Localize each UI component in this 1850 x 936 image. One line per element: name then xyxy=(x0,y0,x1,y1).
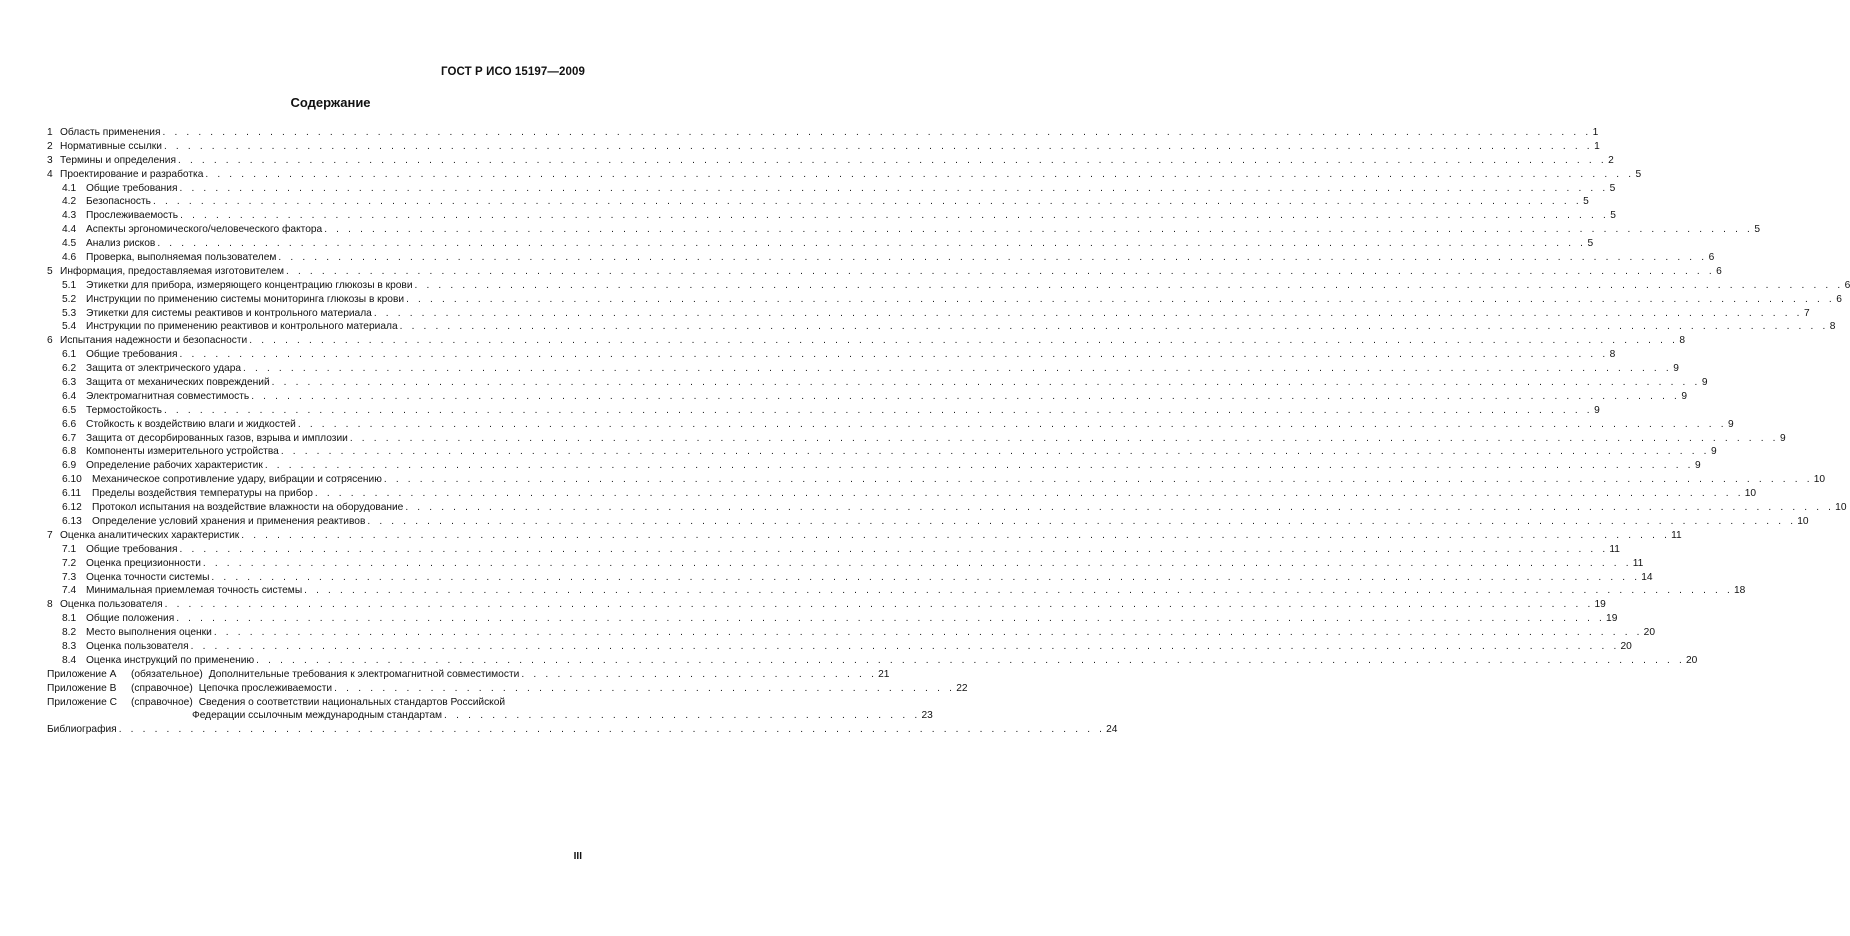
toc-entry[interactable] xyxy=(47,390,1688,404)
toc-entries xyxy=(47,126,1850,668)
toc-entry-number: 8.2 xyxy=(62,627,77,639)
toc-entry-number: 7.4 xyxy=(62,585,77,597)
toc-entry-title: Общие требования xyxy=(86,182,178,194)
toc-entry-number: 4.1 xyxy=(62,182,77,194)
toc-entry-number: 2 xyxy=(47,140,53,152)
toc-entry[interactable] xyxy=(47,626,1655,640)
toc-entry-title: Общие требования xyxy=(86,543,178,555)
toc-entry-title: Безопасность xyxy=(86,196,151,208)
page-number: 18 xyxy=(1733,585,1746,597)
page-number: 7 xyxy=(1803,307,1810,319)
dot-leader: . . . . . . . . . . . . . . . . . . . . . . . . . . . . . . . . . . . . . . . . . . . . . . . . . . . . . . . . . . . . . . . . . . . . . . . . . . . . . . . . . . . . . . . . . . . . . . . . . . . . . . . . . . . . . . . . . . . . . . . . xyxy=(177,154,1607,166)
toc-entry[interactable] xyxy=(47,487,1757,501)
dot-leader: . . . . . . . . . . . . . . . . . . . . . . . . . . . . . . . . . . . . . . . . . . . . . . . . . . . . . . . . . . . . . . . . . . . . . . . . . . . . . . . . . . . . . . . . . . . . . . . . . . . . . . . . . . . . . . . . . . . . . . . . xyxy=(280,446,1710,458)
toc-entry-number: 6.2 xyxy=(62,363,77,375)
toc-entry-number: 6.4 xyxy=(62,390,77,402)
toc-entry-title: Проверка, выполняемая пользователем xyxy=(86,252,277,264)
toc-entry-title: Анализ рисков xyxy=(86,238,156,250)
table-of-contents xyxy=(47,126,1850,737)
dot-leader: . . . . . . . . . . . . . . . . . . . . . . . . . . . . . . . . . . . . . . . . . . . . . . . . . . . . . . . . . . . . . . . . . . . . . . . . . . . . . . . . . . . . . . . . . . . . . . . . . . . . . . . . . . . . . . . . . . . . . . . . xyxy=(164,599,1594,611)
toc-entry[interactable] xyxy=(47,265,1722,279)
page-number: 11 xyxy=(1632,557,1644,569)
page-number: 14 xyxy=(1641,571,1653,583)
page-number: 19 xyxy=(1594,599,1606,611)
toc-entry[interactable] xyxy=(47,612,1618,626)
toc-entry-title: Оценка прецизионности xyxy=(86,557,201,569)
appendix-a[interactable] xyxy=(47,668,890,682)
toc-entry-title: Оценка пользователя xyxy=(86,640,189,652)
toc-entry[interactable] xyxy=(47,154,1614,168)
appendix-title: Сведения о соответствии национальных стандартов Российской xyxy=(198,696,506,708)
dot-leader: . . . . . . . . . . . . . . . . . . . . . . . . . . . . . . . . . . . . . . . . . . . . . . . . . . . . . . . . . . . . . . . . . . . . . . . . . . . . . . . . . . . . . . . . . . . . . . . . . . . . . . . . . . . . . . . . . . . . . . . . xyxy=(286,265,1715,277)
dot-leader: . . . . . . . . . . . . . . . . . . . . . . . . . . . . . . . . . . . . . . . . . . . . . . . . . . . . . . . . . . . . . . . . . . . . . . . . . . . . . . . . . . . . . . . . . . . . . . . . . . . . . . . . . . . . . . . . . . . . . . . . xyxy=(264,460,1694,472)
toc-entry[interactable] xyxy=(47,126,1599,140)
toc-entry-title: Оценка точности системы xyxy=(86,571,210,583)
toc-entry[interactable] xyxy=(47,418,1734,432)
toc-entry-title: Определение рабочих характеристик xyxy=(86,460,263,472)
appendix-title: Цепочка прослеживаемости xyxy=(198,682,333,694)
toc-entry-title: Оценка пользователя xyxy=(60,599,163,611)
toc-entry-title: Область применения xyxy=(60,127,161,138)
dot-leader: . . . . . . . . . . . . . . . . . . . . . . . . . . . . . . . . . . . . . . . . . . . . . . . . . . . . . . . . . . . . . . . . . . . . . . . . . . . . . . . . . . . . . . . . . . . . . . . . . . . . . . . . . . . . . . . . . . . . . . . . xyxy=(180,210,1609,222)
toc-entry[interactable] xyxy=(47,376,1708,390)
toc-entry-title: Защита от механических повреждений xyxy=(86,377,270,389)
toc-entry-number: 5.3 xyxy=(62,307,77,319)
dot-leader: . . . . . . . . . . . . . . . . . . . . . . . . . . . . . . . . . . . . . . . . . . . . . . . . . . . . . . . . . . . . . . . . . . . . . . . . . . . . . . . . . . . . . . . . . . . . . . . . . . . . . . . . . . . . . . . . . . . . . . . . xyxy=(162,127,1592,138)
toc-entry[interactable] xyxy=(47,584,1746,598)
dot-leader: . . . . . . . . . . . . . . . . . . . . . . . . . . . . . . . . . . . . . . . . . . . . . . . . . . . . . . . . . . . . . . . . . . . . . . . . . . . . . . . . . . . . . . . . . . . . . . . . . . . . . . . . . . . . . . . . . . . . . . . . xyxy=(373,307,1803,319)
toc-entry-number: 7 xyxy=(47,529,53,541)
dot-leader: . . . . . . . . . . . . . . . . . . . . . . . . . . . . . . . . . . . . . . . . . . . . . . . . . . . . . . . . . . . . . . . . . . . . . . . . . . . . . . . . . . . . . . . . . . . . . . . . . . . . . . . . . . . . . . . . . . . . . . . . xyxy=(349,432,1779,444)
page-number: 8 xyxy=(1609,349,1616,361)
dot-leader: . . . . . . . . . . . . . . . . . . . . . . . . . . . . . . . . . . . . . . . . . . . . . . . . . . . . . . . . . . . . . . . . . . . . . . . . . . . . . . . . . . . . . . . . . . . . . . . . . . . . . . . . . . . . . . . . . . . . . . . . xyxy=(153,196,1582,208)
toc-entry-title: Пределы воздействия температуры на прибор xyxy=(92,488,313,500)
dot-leader: . . . . . . . . . . . . . . . . . . . . . . . . . . . . . . . . . . . . . . . . . . . . . . . . . . . . . . . . . . . . . . . . . . . . . . . . . . . . . . . . . . . . . . . . . . . . . . . . . . . . . . . . . . . . . . . . . . . . . . . . xyxy=(163,404,1593,416)
dot-leader: . . . . . . . . . . . . . . . . . . . . . . . . . . . . . . . . . . . . . . . . . . . . . . . . . . . . . . . . . . . . . . . . . . . . . . . . . . . . . . . . . . . . . . . . . . . . . . . . . . . . . . . . . . . . . . . . . . . . . . . . xyxy=(304,585,1733,597)
toc-entry[interactable] xyxy=(47,432,1786,446)
toc-entry-title: Электромагнитная совместимость xyxy=(86,390,250,402)
toc-entry[interactable] xyxy=(47,334,1686,348)
toc-entry[interactable] xyxy=(47,223,1761,237)
page-number: 10 xyxy=(1835,502,1847,514)
page-number: 5 xyxy=(1635,168,1642,180)
dot-leader: . . . . . . . . . . . . . . . . . . . . . . . . . . . . . . . . . . . . . . . . . . . . . . . . . . . . . . . . . . . . . . . . . . . . . . . . . . . . . . . . . . . . . . . . . . . . . . . . . . . . . . . . . . . . . . . . . . . . . . . . xyxy=(241,529,1671,541)
page-number: 9 xyxy=(1594,404,1600,416)
toc-entry[interactable] xyxy=(47,445,1717,459)
toc-entry[interactable] xyxy=(47,279,1850,293)
dot-leader: . . . . . . . . . . . . . . . . . . . . . . . . . . . . . . . . . . . . . . . . . . . . . . . . . . . . . . . . . . . . . . . . . . . . . . . . . . . . . . . . . . . . . . . . . . . . . . . . . . . . . . . . . . . . . . . . . . . . . . . . xyxy=(399,321,1829,333)
dot-leader: . . . . . . . . . . . . . . . . . . . . . . . . . . . . . . . . . . . . . . . . . . . . . . . . . . . . . . . . . . . . . . . . . . . . . . . . . . . . . . . . . . . . . . . . . . . . . . . . . . . . . . . . . . . . . . . . . . . . . . . . xyxy=(367,515,1797,527)
toc-entry-number: 6.10 xyxy=(62,474,82,486)
dot-leader: . . . . . . . . . . . . . . . . . . . . . . . . . . . . . . . . . . . . . . . . . . . . . . . . . . . . . . . . . . . . . . . . . . . . . . . . . . . . . . . . . . . . . . . . . . . . . . . . . . . . . . . . . . . . . . . . . . . . . . . . xyxy=(249,335,1679,347)
page-number: 9 xyxy=(1728,418,1734,430)
footer-page-number: III xyxy=(573,851,582,862)
toc-entry-number: 8.4 xyxy=(62,654,77,666)
appendix-label: Приложение А xyxy=(47,668,117,680)
toc-entry-number: 6.12 xyxy=(62,502,82,514)
page-number: 5 xyxy=(1610,210,1616,222)
dot-leader: . . . . . . . . . . . . . . . . . . . . . . . . . . . . . . . . . . . . . . . . . . . . . . . . . . . . . . . . . . . . . . . . . . . . . . . . . . . . . . . . . . . . . . . . . . . . . . . . . . . . . . . . . . . . . . . . . . . . . . . . xyxy=(211,571,1641,583)
toc-entry-number: 8 xyxy=(47,599,53,611)
dot-leader: . . . . . . . . . . . . . . . . . . . . . . . . . . . . . . . . . . . . . . . . . . . . . . . . . . . . . . . . . . . . . . . . . . . . . . . . . . . . . . . . . . . . . . . . . . . . . . . . . . . . . . . . . . . . . . . . . . . . . . . . xyxy=(405,502,1835,514)
page-number: 20 xyxy=(1643,627,1655,639)
appendix-kind: (обязательное) xyxy=(131,668,203,680)
toc-entry-number: 3 xyxy=(47,154,53,166)
toc-entry-title: Проектирование и разработка xyxy=(60,168,204,180)
page-number: 6 xyxy=(1716,265,1722,277)
page-number: 8 xyxy=(1679,335,1686,347)
toc-entry[interactable] xyxy=(47,168,1642,182)
toc-entry-title: Защита от электрического удара xyxy=(86,363,242,375)
toc-entry-number: 7.1 xyxy=(62,543,77,555)
toc-entry-number: 6 xyxy=(47,335,53,347)
toc-entry-number: 4.4 xyxy=(62,224,77,236)
toc-entry-title: Прослеживаемость xyxy=(86,210,179,222)
dot-leader: . . . . . . . . . . . . . . . . . . . . . . . . . . . . . . . . . . . . . . . . . . . . . . . . . . . . . . . . . . . . . . . . . . . . . . . . . . . . . . . . . . . . . . . . . . . . . . . . . . . . . . . . . . . . . . . . . . . . . . . . xyxy=(383,474,1813,486)
page-number: 9 xyxy=(1694,460,1701,472)
toc-entry-title: Минимальная приемлемая точность системы xyxy=(86,585,303,597)
page-number: 23 xyxy=(921,710,933,722)
page-number: 11 xyxy=(1609,543,1620,555)
toc-entry[interactable] xyxy=(47,195,1589,209)
dot-leader: . . . . . . . . . . . . . . . . . . . . . . . . . . . . . . . . . . . . . . . . . . . . . . . . . . . . . . . . . . . . . . . . . . . . . . . . . . . . . . . . . . . xyxy=(118,724,1106,736)
page-number: 1 xyxy=(1594,140,1600,152)
page-number: 6 xyxy=(1844,279,1850,291)
toc-entry-number: 6.11 xyxy=(62,488,82,500)
page-number: 6 xyxy=(1708,252,1715,264)
toc-entry-number: 6.9 xyxy=(62,460,77,472)
toc-entry[interactable] xyxy=(47,571,1653,585)
page-number: 24 xyxy=(1106,724,1118,736)
dot-leader: . . . . . . . . . . . . . . . . . . . . . . . . . . . . . . . . . . . . . . . . xyxy=(444,710,921,722)
toc-entry[interactable] xyxy=(47,237,1594,251)
page-number: 20 xyxy=(1620,640,1632,652)
dot-leader: . . . . . . . . . . . . . . . . . . . . . . . . . . . . . . . . . . . . . . . . . . . . . . . . . . . . . . . . . . . . . . . . . . . . . . . . . . . . . . . . . . . . . . . . . . . . . . . . . . . . . . . . . . . . . . . . . . . . . . . . xyxy=(190,640,1620,652)
appendix-kind: (справочное) xyxy=(131,682,193,694)
toc-entry-title: Этикетки для системы реактивов и контрольного материала xyxy=(86,307,372,319)
dot-leader: . . . . . . . . . . . . . . . . . . . . . . . . . . . . . . . . . . . . . . . . . . . . . . . . . . . . . . . . . . . . . . . . . . . . . . . . . . . . . . . . . . . . . . . . . . . . . . . . . . . . . . . . . . . . . . . . . . . . . . . . xyxy=(176,613,1606,625)
toc-entry[interactable] xyxy=(47,543,1620,557)
dot-leader: . . . . . . . . . . . . . . . . . . . . . . . . . . . . . . . . . . . . . . . . . . . . . . . . . . . . . . . . . . . . . . . . . . . . . . . . . . . . . . . . . . . . . . . . . . . . . . . . . . . . . . . . . . . . . . . . . . . . . . . . xyxy=(179,182,1609,194)
appendix-title: Дополнительные требования к электромагнитной совместимости xyxy=(208,668,520,680)
appendix-label: Приложение В xyxy=(47,682,117,694)
dot-leader: . . . . . . . . . . . . . . . . . . . . . . . . . . . . . . . . . . . . . . . . . . . . . . . . . . . . . . . . . . . . . . . . . . . . . . . . . . . . . . . . . . . . . . . . . . . . . . . . . . . . . . . . . . . . . . . . . . . . . . . . xyxy=(324,224,1754,236)
toc-entry[interactable] xyxy=(47,251,1715,265)
toc-entry[interactable] xyxy=(47,362,1679,376)
toc-entry-title: Оценка аналитических характеристик xyxy=(60,529,240,541)
toc-entry[interactable] xyxy=(47,598,1606,612)
dot-leader: . . . . . . . . . . . . . . . . . . . . . . . . . . . . . . . . . . . . . . . . . . . . . . . . . . . . . . . . . . . . . . . . . . . . . . . . . . . . . . . . . . . . . . . . . . . . . . . . . . . . . . . . . . . . . . . . . . . . . . . . xyxy=(314,488,1744,500)
appendix-kind: (справочное) xyxy=(131,696,193,708)
toc-entry[interactable] xyxy=(47,515,1809,529)
page-number: 10 xyxy=(1744,488,1757,500)
toc-entry-number: 5 xyxy=(47,265,53,277)
dot-leader: . . . . . . . . . . . . . . . . . . . . . . . . . . . . . . . . . . . . . . . . . . . . . . . . . . . . . . . . . . . . . . . . . . . . . . . . . . . . . . . . . . . . . . . . . . . . . . . . . . . . . . . . . . . . . . . . . . . . . . . . xyxy=(278,252,1708,264)
toc-entry-number: 4 xyxy=(47,168,53,180)
toc-entry[interactable] xyxy=(47,529,1682,543)
toc-entry-title: Механическое сопротивление удару, вибрации и сотрясению xyxy=(92,474,382,486)
dot-leader: . . . . . . . . . . . . . . . . . . . . . . . . . . . . . . . . . . . . . . . . . . . . . . . . . . . . . . . . . . . . . . . . . . . . . . . . . . . . . . . . . . . . . . . . . . . . . . . . . . . . . . . . . . . . . . . . . . . . . . . . xyxy=(243,363,1672,375)
toc-entry-title: Нормативные ссылки xyxy=(60,140,162,152)
toc-entry-title: Библиография xyxy=(47,724,117,736)
toc-entry[interactable] xyxy=(47,459,1701,473)
page-number: 6 xyxy=(1836,293,1842,305)
page-number: 5 xyxy=(1583,196,1589,208)
dot-leader: . . . . . . . . . . . . . . . . . . . . . . . . . . . . . . . . . . . . . . . . . . . . . . . . . . . . . . . . . . . . . . . . . . . . . . . . . . . . . . . . . . . . . . . . . . . . . . . . . . . . . . . . . . . . . . . . . . . . . . . . xyxy=(406,293,1835,305)
toc-entry-number: 8.3 xyxy=(62,640,77,652)
appendix-c[interactable] xyxy=(47,696,933,724)
page-number: 9 xyxy=(1780,432,1786,444)
page-number: 8 xyxy=(1829,321,1836,333)
page-number: 22 xyxy=(956,682,968,694)
toc-entry[interactable] xyxy=(47,473,1826,487)
toc-entry-number: 4.6 xyxy=(62,252,77,264)
page-number: 11 xyxy=(1671,529,1682,541)
dot-leader: . . . . . . . . . . . . . . . . . . . . . . . . . . . . . . . . . . . . . . . . . . . . . . . . . . . . . . . . . . . . . . . . . . . . . . . . . . . . . . . . . . . . . . . . . . . . . . . . . . . . . . . . . . . . . . . . . . . . . . . . xyxy=(297,418,1727,430)
page-title: Содержание xyxy=(290,95,371,110)
toc-entry[interactable] xyxy=(47,140,1600,154)
toc-entry[interactable] xyxy=(47,307,1810,321)
toc-entry-title: Аспекты эргономического/человеческого фактора xyxy=(86,224,323,236)
dot-leader: . . . . . . . . . . . . . . . . . . . . . . . . . . . . . . . . . . . . . . . . . . . . . . . . . . . . . . . . . . . . . . . . . . . . . . . . . . . . . . . . . . . . . . . . . . . . . . . . . . . . . . . . . . . . . . . . . . . . . . . . xyxy=(163,140,1593,152)
toc-entry-number: 4.5 xyxy=(62,238,77,250)
dot-leader: . . . . . . . . . . . . . . . . . . . . . . . . . . . . . . . . . . . . . . . . . . . . . . . . . . . . xyxy=(334,682,956,694)
page-number: 10 xyxy=(1797,515,1809,527)
toc-entry-title: Термостойкость xyxy=(86,404,162,416)
page-number: 19 xyxy=(1606,613,1618,625)
toc-entry[interactable] xyxy=(47,404,1600,418)
dot-leader: . . . . . . . . . . . . . . . . . . . . . . . . . . . . . . xyxy=(521,668,878,680)
page-number: 5 xyxy=(1754,224,1761,236)
toc-entry-number: 1 xyxy=(47,127,53,138)
toc-entry-number: 6.7 xyxy=(62,432,77,444)
toc-entry[interactable] xyxy=(47,557,1644,571)
toc-entry-number: 4.3 xyxy=(62,210,77,222)
toc-entry-title: Этикетки для прибора, измеряющего концентрацию глюкозы в крови xyxy=(86,279,413,291)
page-number: 2 xyxy=(1608,154,1614,166)
page-number: 20 xyxy=(1685,654,1698,666)
appendix-b[interactable] xyxy=(47,682,968,696)
page-number: 9 xyxy=(1673,363,1679,375)
toc-entry-title: Инструкции по применению реактивов и контрольного материала xyxy=(86,321,398,333)
dot-leader: . . . . . . . . . . . . . . . . . . . . . . . . . . . . . . . . . . . . . . . . . . . . . . . . . . . . . . . . . . . . . . . . . . . . . . . . . . . . . . . . . . . . . . . . . . . . . . . . . . . . . . . . . . . . . . . . . . . . . . . . xyxy=(202,557,1632,569)
page-number: 9 xyxy=(1681,390,1688,402)
toc-entry-title: Компоненты измерительного устройства xyxy=(86,446,279,458)
toc-entry[interactable] xyxy=(47,501,1847,515)
appendix-title-continued: Федерации ссылочным международным стандартам xyxy=(192,710,443,722)
dot-leader: . . . . . . . . . . . . . . . . . . . . . . . . . . . . . . . . . . . . . . . . . . . . . . . . . . . . . . . . . . . . . . . . . . . . . . . . . . . . . . . . . . . . . . . . . . . . . . . . . . . . . . . . . . . . . . . . . . . . . . . . xyxy=(271,377,1701,389)
dot-leader: . . . . . . . . . . . . . . . . . . . . . . . . . . . . . . . . . . . . . . . . . . . . . . . . . . . . . . . . . . . . . . . . . . . . . . . . . . . . . . . . . . . . . . . . . . . . . . . . . . . . . . . . . . . . . . . . . . . . . . . . xyxy=(213,627,1643,639)
toc-entry-number: 7.3 xyxy=(62,571,77,583)
toc-entry-title: Общие положения xyxy=(86,613,175,625)
page-number: 1 xyxy=(1592,127,1599,138)
dot-leader: . . . . . . . . . . . . . . . . . . . . . . . . . . . . . . . . . . . . . . . . . . . . . . . . . . . . . . . . . . . . . . . . . . . . . . . . . . . . . . . . . . . . . . . . . . . . . . . . . . . . . . . . . . . . . . . . . . . . . . . . xyxy=(157,238,1587,250)
page-number: 10 xyxy=(1813,474,1826,486)
toc-entry-title: Общие требования xyxy=(86,349,178,361)
dot-leader: . . . . . . . . . . . . . . . . . . . . . . . . . . . . . . . . . . . . . . . . . . . . . . . . . . . . . . . . . . . . . . . . . . . . . . . . . . . . . . . . . . . . . . . . . . . . . . . . . . . . . . . . . . . . . . . . . . . . . . . . xyxy=(205,168,1635,180)
page-number: 9 xyxy=(1701,377,1708,389)
toc-entry-title: Термины и определения xyxy=(60,154,176,166)
toc-entry-number: 6.3 xyxy=(62,377,77,389)
toc-entry-number: 5.4 xyxy=(62,321,77,333)
toc-entry-title: Стойкость к воздействию влаги и жидкостей xyxy=(86,418,296,430)
toc-entry-number: 6.8 xyxy=(62,446,77,458)
page-number: 9 xyxy=(1710,446,1717,458)
toc-entry-number: 6.6 xyxy=(62,418,77,430)
toc-entry[interactable] xyxy=(47,182,1616,196)
toc-entry-title: Определение условий хранения и применения реактивов xyxy=(92,515,366,527)
toc-entry-number: 7.2 xyxy=(62,557,77,569)
page-number: 5 xyxy=(1587,238,1594,250)
dot-leader: . . . . . . . . . . . . . . . . . . . . . . . . . . . . . . . . . . . . . . . . . . . . . . . . . . . . . . . . . . . . . . . . . . . . . . . . . . . . . . . . . . . . . . . . . . . . . . . . . . . . . . . . . . . . . . . . . . . . . . . . xyxy=(256,654,1685,666)
toc-entry-title: Испытания надежности и безопасности xyxy=(60,335,248,347)
dot-leader: . . . . . . . . . . . . . . . . . . . . . . . . . . . . . . . . . . . . . . . . . . . . . . . . . . . . . . . . . . . . . . . . . . . . . . . . . . . . . . . . . . . . . . . . . . . . . . . . . . . . . . . . . . . . . . . . . . . . . . . . xyxy=(414,279,1844,291)
toc-entry-number: 6.5 xyxy=(62,404,77,416)
toc-entry-number: 8.1 xyxy=(62,613,77,625)
toc-entry[interactable] xyxy=(47,348,1616,362)
dot-leader: . . . . . . . . . . . . . . . . . . . . . . . . . . . . . . . . . . . . . . . . . . . . . . . . . . . . . . . . . . . . . . . . . . . . . . . . . . . . . . . . . . . . . . . . . . . . . . . . . . . . . . . . . . . . . . . . . . . . . . . . xyxy=(179,349,1609,361)
toc-entry-title: Место выполнения оценки xyxy=(86,627,212,639)
page-number: 5 xyxy=(1609,182,1616,194)
toc-entry-number: 5.1 xyxy=(62,279,77,291)
toc-entry[interactable] xyxy=(47,654,1698,668)
toc-entry[interactable] xyxy=(47,640,1632,654)
standard-code: ГОСТ Р ИСО 15197—2009 xyxy=(440,66,585,78)
page-number: 21 xyxy=(878,668,890,680)
toc-entry-number: 4.2 xyxy=(62,196,77,208)
dot-leader: . . . . . . . . . . . . . . . . . . . . . . . . . . . . . . . . . . . . . . . . . . . . . . . . . . . . . . . . . . . . . . . . . . . . . . . . . . . . . . . . . . . . . . . . . . . . . . . . . . . . . . . . . . . . . . . . . . . . . . . . xyxy=(179,543,1609,555)
dot-leader: . . . . . . . . . . . . . . . . . . . . . . . . . . . . . . . . . . . . . . . . . . . . . . . . . . . . . . . . . . . . . . . . . . . . . . . . . . . . . . . . . . . . . . . . . . . . . . . . . . . . . . . . . . . . . . . . . . . . . . . . xyxy=(251,390,1681,402)
toc-entry[interactable] xyxy=(47,293,1842,307)
toc-entry-title: Информация, предоставляемая изготовителем xyxy=(60,265,285,277)
toc-entry-number: 6.1 xyxy=(62,349,77,361)
toc-entry-title: Протокол испытания на воздействие влажности на оборудование xyxy=(92,502,404,514)
toc-entry[interactable] xyxy=(47,320,1836,334)
toc-entry-title: Оценка инструкций по применению xyxy=(86,654,255,666)
toc-entry[interactable] xyxy=(47,209,1616,223)
toc-entry-title: Защита от десорбированных газов, взрыва и имплозии xyxy=(86,432,348,444)
toc-entry-number: 5.2 xyxy=(62,293,77,305)
toc-entry-number: 6.13 xyxy=(62,515,82,527)
toc-entry-bibliography[interactable] xyxy=(47,723,1118,737)
toc-entry-title: Инструкции по применению системы мониторинга глюкозы в крови xyxy=(86,293,405,305)
appendix-label: Приложение С xyxy=(47,696,117,708)
